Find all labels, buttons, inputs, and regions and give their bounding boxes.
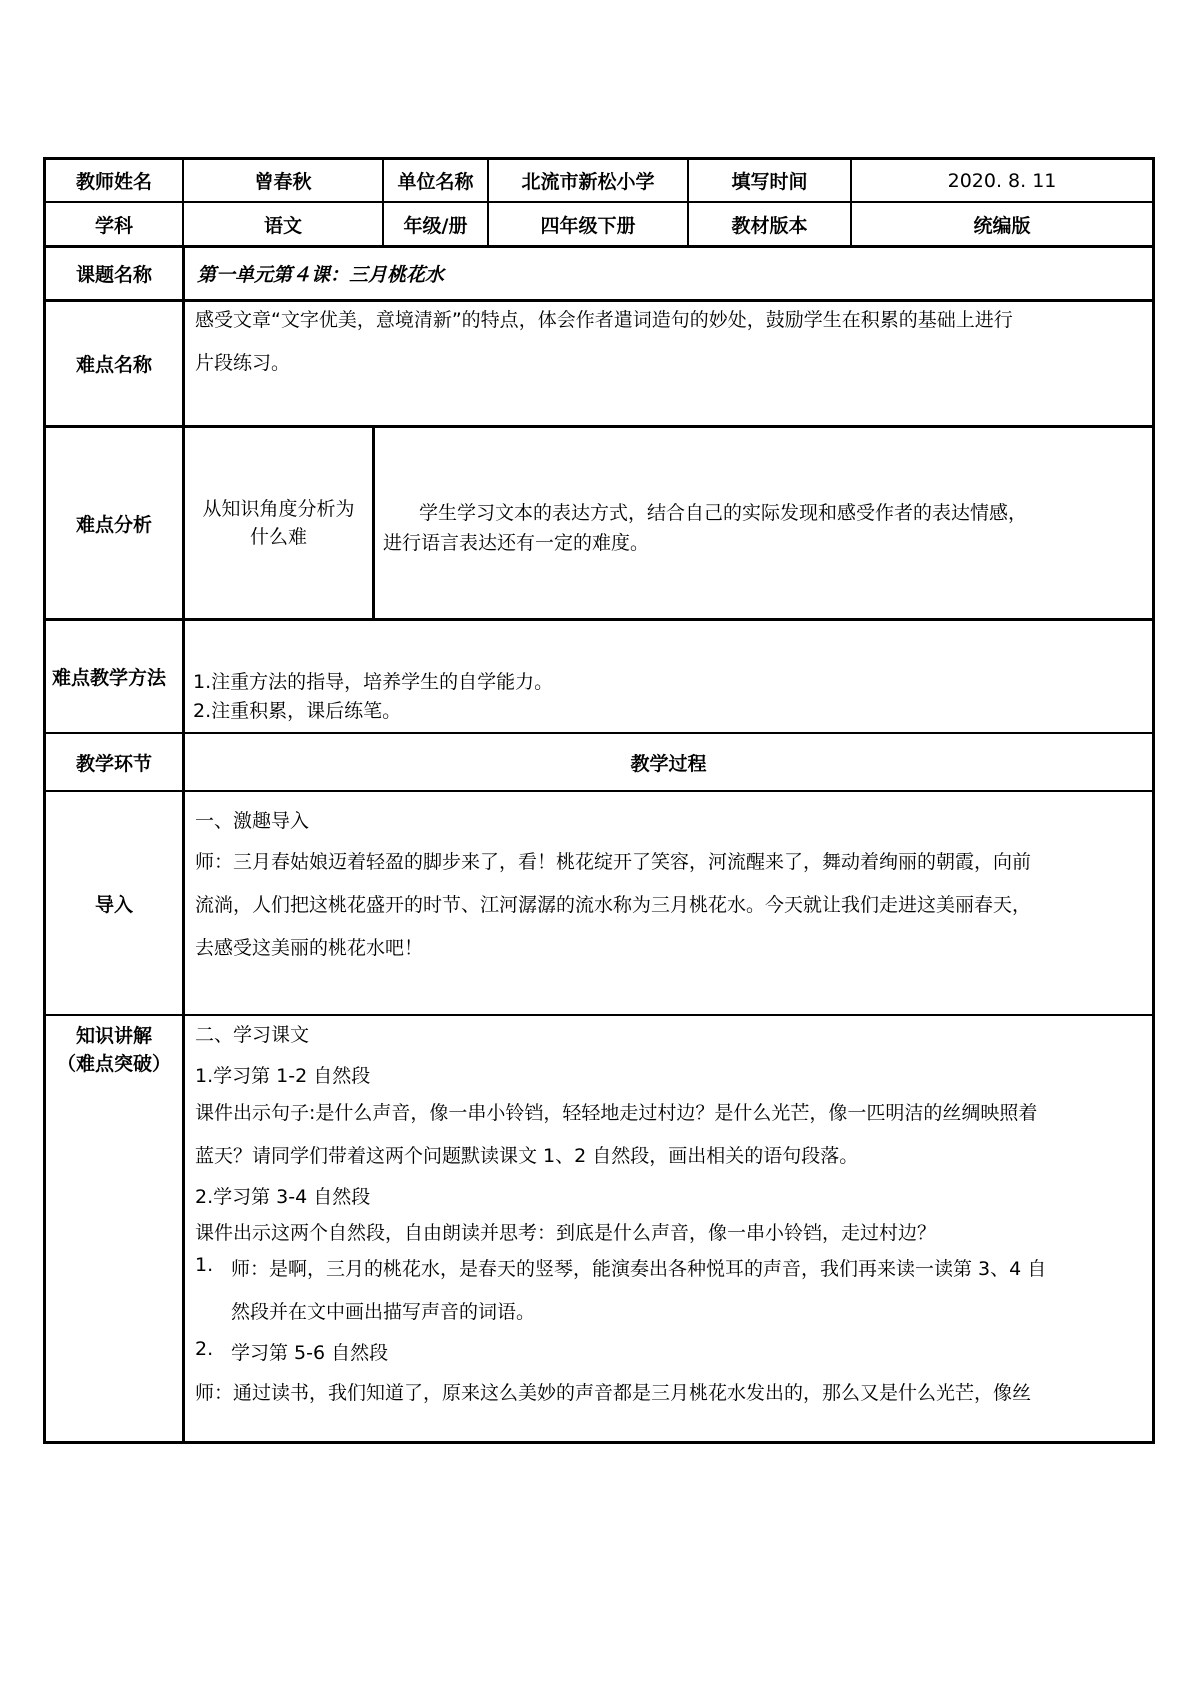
teacher-label: 教师姓名 bbox=[75, 171, 152, 193]
analysis-label: 难点分析 bbox=[75, 513, 152, 536]
difficulty-line-2: 片段练习。 bbox=[195, 352, 291, 374]
lesson-sec2: 2.学习第 3-4 自然段 bbox=[195, 1186, 371, 1208]
teacher-value: 曾春秋 bbox=[182, 160, 382, 201]
intro-line-3: 去感受这美丽的桃花水吧！ bbox=[195, 937, 424, 959]
topic-row bbox=[43, 245, 1155, 299]
lesson-sec2-line-1: 课件出示这两个自然段，自由朗读并思考：到底是什么声音，像一串小铃铛，走过村边？ bbox=[195, 1222, 937, 1244]
difficulty-label: 难点名称 bbox=[75, 354, 152, 376]
method-row bbox=[43, 618, 1155, 732]
lesson-label bbox=[46, 1016, 182, 1441]
header-row-2 bbox=[43, 201, 1155, 245]
lesson-sec1-line-1: 课件出示句子:是什么声音，像一串小铃铛，轻轻地走过村边？是什么光芒，像一匹明洁的丝绸映照着 bbox=[195, 1102, 1038, 1124]
date-value: 2020. 8. 11 bbox=[850, 160, 1152, 201]
edition-value: 统编版 bbox=[850, 203, 1152, 245]
subject-value: 语文 bbox=[182, 203, 382, 245]
intro-line-2: 流淌，人们把这桃花盛开的时节、江河潺潺的流水称为三月桃花水。今天就让我们走进这美丽春天， bbox=[195, 894, 1032, 916]
process-header-row bbox=[43, 732, 1155, 790]
lesson-list-1-line-2: 然段并在文中画出描写声音的词语。 bbox=[231, 1301, 536, 1323]
process-label: 教学过程 bbox=[182, 734, 1152, 790]
difficulty-row bbox=[43, 299, 1155, 425]
intro-label: 导入 bbox=[94, 893, 133, 916]
analysis-content bbox=[372, 428, 1152, 618]
method-label: 难点教学方法 bbox=[52, 667, 167, 689]
intro-line-1: 师：三月春姑娘迈着轻盈的脚步来了，看！桃花绽开了笑容，河流醒来了，舞动着绚丽的朝霞，向前 bbox=[195, 851, 1032, 873]
analysis-row bbox=[43, 425, 1155, 618]
grade-value: 四年级下册 bbox=[487, 203, 687, 245]
analysis-line-2: 进行语言表达还有一定的难度。 bbox=[383, 532, 650, 554]
lesson-list-1-line-1: 师：是啊，三月的桃花水，是春天的竖琴，能演奏出各种悦耳的声音，我们再来读一读第 3、4 自 bbox=[231, 1258, 1047, 1280]
intro-heading: 一、激趣导入 bbox=[195, 810, 310, 832]
topic-value: 第一单元第４课：三月桃花水 bbox=[182, 248, 1152, 299]
subject-label: 学科 bbox=[94, 214, 133, 237]
lesson-sec1: 1.学习第 1-2 自然段 bbox=[195, 1065, 371, 1087]
analysis-sub-label bbox=[182, 428, 372, 618]
lesson-list-2-text: 学习第 5-6 自然段 bbox=[231, 1342, 389, 1364]
unit-value: 北流市新松小学 bbox=[487, 160, 687, 201]
lesson-row bbox=[43, 1014, 1155, 1444]
lesson-last-line: 师：通过读书，我们知道了，原来这么美妙的声音都是三月桃花水发出的，那么又是什么光芒，像丝 bbox=[195, 1382, 1032, 1404]
difficulty-line-1: 感受文章“文字优美，意境清新”的特点，体会作者遣词造句的妙处，鼓励学生在积累的基础上进行 bbox=[195, 309, 1013, 331]
edition-label: 教材版本 bbox=[687, 203, 850, 245]
method-item-2: 2.注重积累，课后练笔。 bbox=[193, 700, 402, 722]
unit-label: 单位名称 bbox=[382, 160, 487, 201]
grade-label: 年级/册 bbox=[382, 203, 487, 245]
date-label: 填写时间 bbox=[687, 160, 850, 201]
lesson-list-2-number: 2. bbox=[195, 1338, 214, 1360]
analysis-sub-label-line-2: 什么难 bbox=[249, 526, 307, 548]
header-row-1 bbox=[43, 157, 1155, 201]
intro-row bbox=[43, 790, 1155, 1014]
topic-label: 课题名称 bbox=[75, 264, 152, 286]
difficulty-content bbox=[182, 302, 1152, 425]
analysis-line-1: 学生学习文本的表达方式，结合自己的实际发现和感受作者的表达情感， bbox=[419, 502, 1028, 524]
intro-content bbox=[182, 792, 1152, 1014]
lesson-heading: 二、学习课文 bbox=[195, 1024, 310, 1046]
lesson-list-1-number: 1. bbox=[195, 1254, 214, 1276]
analysis-sub-label-line-1: 从知识角度分析为 bbox=[202, 498, 355, 520]
lesson-sec1-line-2: 蓝天？请同学们带着这两个问题默读课文 1、2 自然段，画出相关的语句段落。 bbox=[195, 1145, 859, 1167]
method-item-1: 1.注重方法的指导，培养学生的自学能力。 bbox=[193, 671, 554, 693]
lesson-label-line-1: 知识讲解 bbox=[75, 1025, 152, 1047]
lesson-label-line-2: （难点突破） bbox=[56, 1053, 171, 1075]
lesson-plan-table bbox=[43, 157, 1155, 1444]
method-content bbox=[182, 621, 1152, 732]
stage-label: 教学环节 bbox=[75, 752, 152, 775]
lesson-content bbox=[182, 1016, 1152, 1441]
